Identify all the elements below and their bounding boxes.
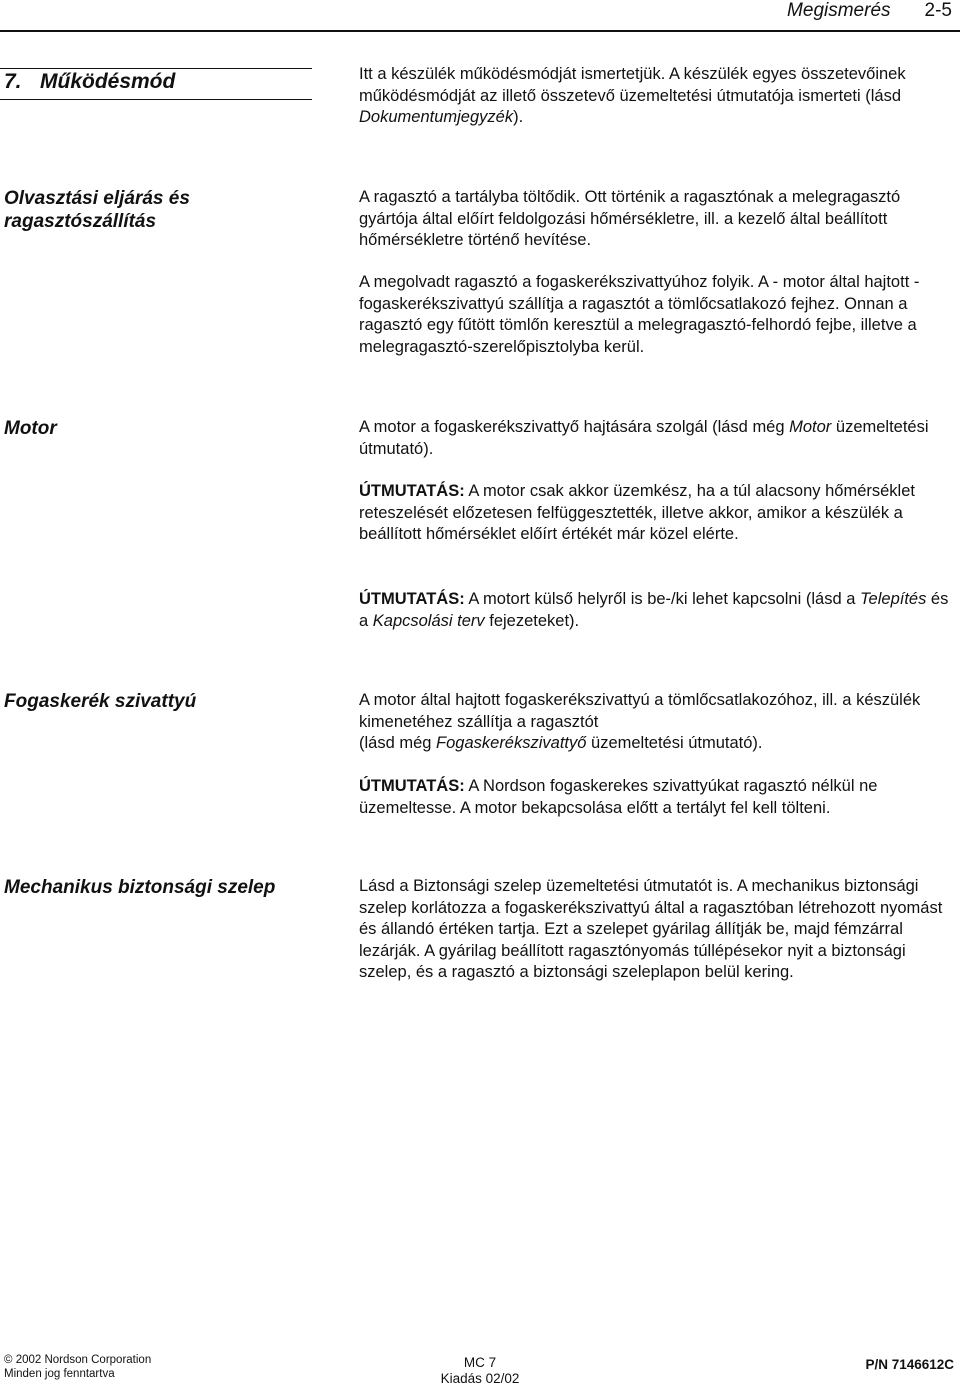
copyright-icon: ©: [4, 1354, 13, 1366]
note-label: ÚTMUTATÁS:: [359, 590, 465, 608]
chapter-rule-top: [0, 68, 312, 69]
footer-copyright: © 2002 Nordson Corporation Minden jog fenntartva: [4, 1354, 152, 1380]
footer-doc-code: MC 7: [463, 1355, 497, 1370]
motor-paragraph-1: A motor a fogaskerékszivattyő hajtására szolgál (lásd még Motor üzemeltetési útmutató).: [359, 418, 929, 458]
gear-pump-note: ÚTMUTATÁS: A Nordson fogaskerekes szivattyúkat ragasztó nélkül ne üzemeltesse. A motor bekapcsolása előtt a tertályt fel kell tölteni.: [359, 777, 878, 817]
melting-paragraph-1: A ragasztó a tartályba töltődik. Ott történik a ragasztónak a melegragasztó gyártója által előírt feldolgozási hőmérsékletre, ill. a kezelő által beállított hőmérsékletre történő hevítése.: [359, 188, 901, 249]
header-section-title: Megismerés: [787, 0, 891, 21]
section-heading-gear-pump: Fogaskerék szivattyú: [4, 691, 197, 712]
doc-reference: Dokumentumjegyzék: [359, 108, 514, 126]
section-heading-melting: Olvasztási eljárás és ragasztószállítás: [4, 188, 190, 232]
running-header: [787, 0, 952, 22]
section-heading-safety-valve: Mechanikus biztonsági szelep: [4, 877, 276, 898]
section-heading-motor: Motor: [4, 418, 57, 439]
motor-note-2: ÚTMUTATÁS: A motort külső helyről is be-/ki lehet kapcsolni (lásd a Telepítés és a Kapcsolási terv fejezeteket).: [359, 590, 949, 630]
header-rule: [0, 30, 960, 32]
chapter-title: [4, 70, 175, 94]
header-page-number: 2-5: [924, 0, 952, 21]
note-label: ÚTMUTATÁS:: [359, 482, 465, 500]
chapter-number: 7.: [4, 70, 22, 93]
footer-rights: Minden jog fenntartva: [4, 1368, 115, 1380]
note-label: ÚTMUTATÁS:: [359, 777, 465, 795]
gear-pump-paragraph-1: A motor által hajtott fogaskerékszivattyú a tömlőcsatlakozóhoz, ill. a készülék kimenetéhez szállítja a ragasztót (lásd még Fogaskerékszivattyő üzemeltetési útmutató).: [359, 691, 921, 752]
footer-center: [0, 1355, 960, 1387]
footer-part-number: P/N 7146612C: [865, 1357, 954, 1372]
melting-paragraph-2: A megolvadt ragasztó a fogaskerékszivattyúhoz folyik. A - motor által hajtott - fogaskerékszivattyú szállítja a ragasztót a tömlőcsatlakozó fejhez. Onnan a ragasztó egy fűtött tömlőn keresztül a melegragasztó-felhordó fejbe, illetve a melegragasztó-szerelőpisztolyba kerül.: [359, 273, 920, 356]
chapter-title-text: Működésmód: [40, 70, 176, 93]
intro-paragraph: Itt a készülék működésmódját ismertetjük. A készülék egyes összetevőinek működésmódját az illető összetevő üzemeltetési útmutatója ismerteti (lásd Dokumentumjegyzék).: [359, 65, 906, 126]
safety-valve-paragraph: Lásd a Biztonsági szelep üzemeltetési útmutatót is. A mechanikus biztonsági szelep korlátozza a fogaskerékszivattyú által a ragasztóban létrehozott nyomást és állandó értéken tartja. Ezt a szelepet gyárilag állítják be, majd fémzárral lezárják. A gyárilag beállított ragasztónyomás túllépésekor nyit a biztonsági szelep, és a ragasztó a biztonsági szeleplapon belül kering.: [359, 877, 943, 981]
motor-note-1: ÚTMUTATÁS: A motor csak akkor üzemkész, ha a túl alacsony hőmérséklet reteszelését előzetesen felfüggesztették, illetve akkor, amikor a készülék a beállított hőmérséklet előírt értékét már közel elérte.: [359, 482, 915, 543]
footer-edition: Kiadás 02/02: [440, 1371, 520, 1386]
chapter-rule-bottom: [0, 99, 312, 100]
